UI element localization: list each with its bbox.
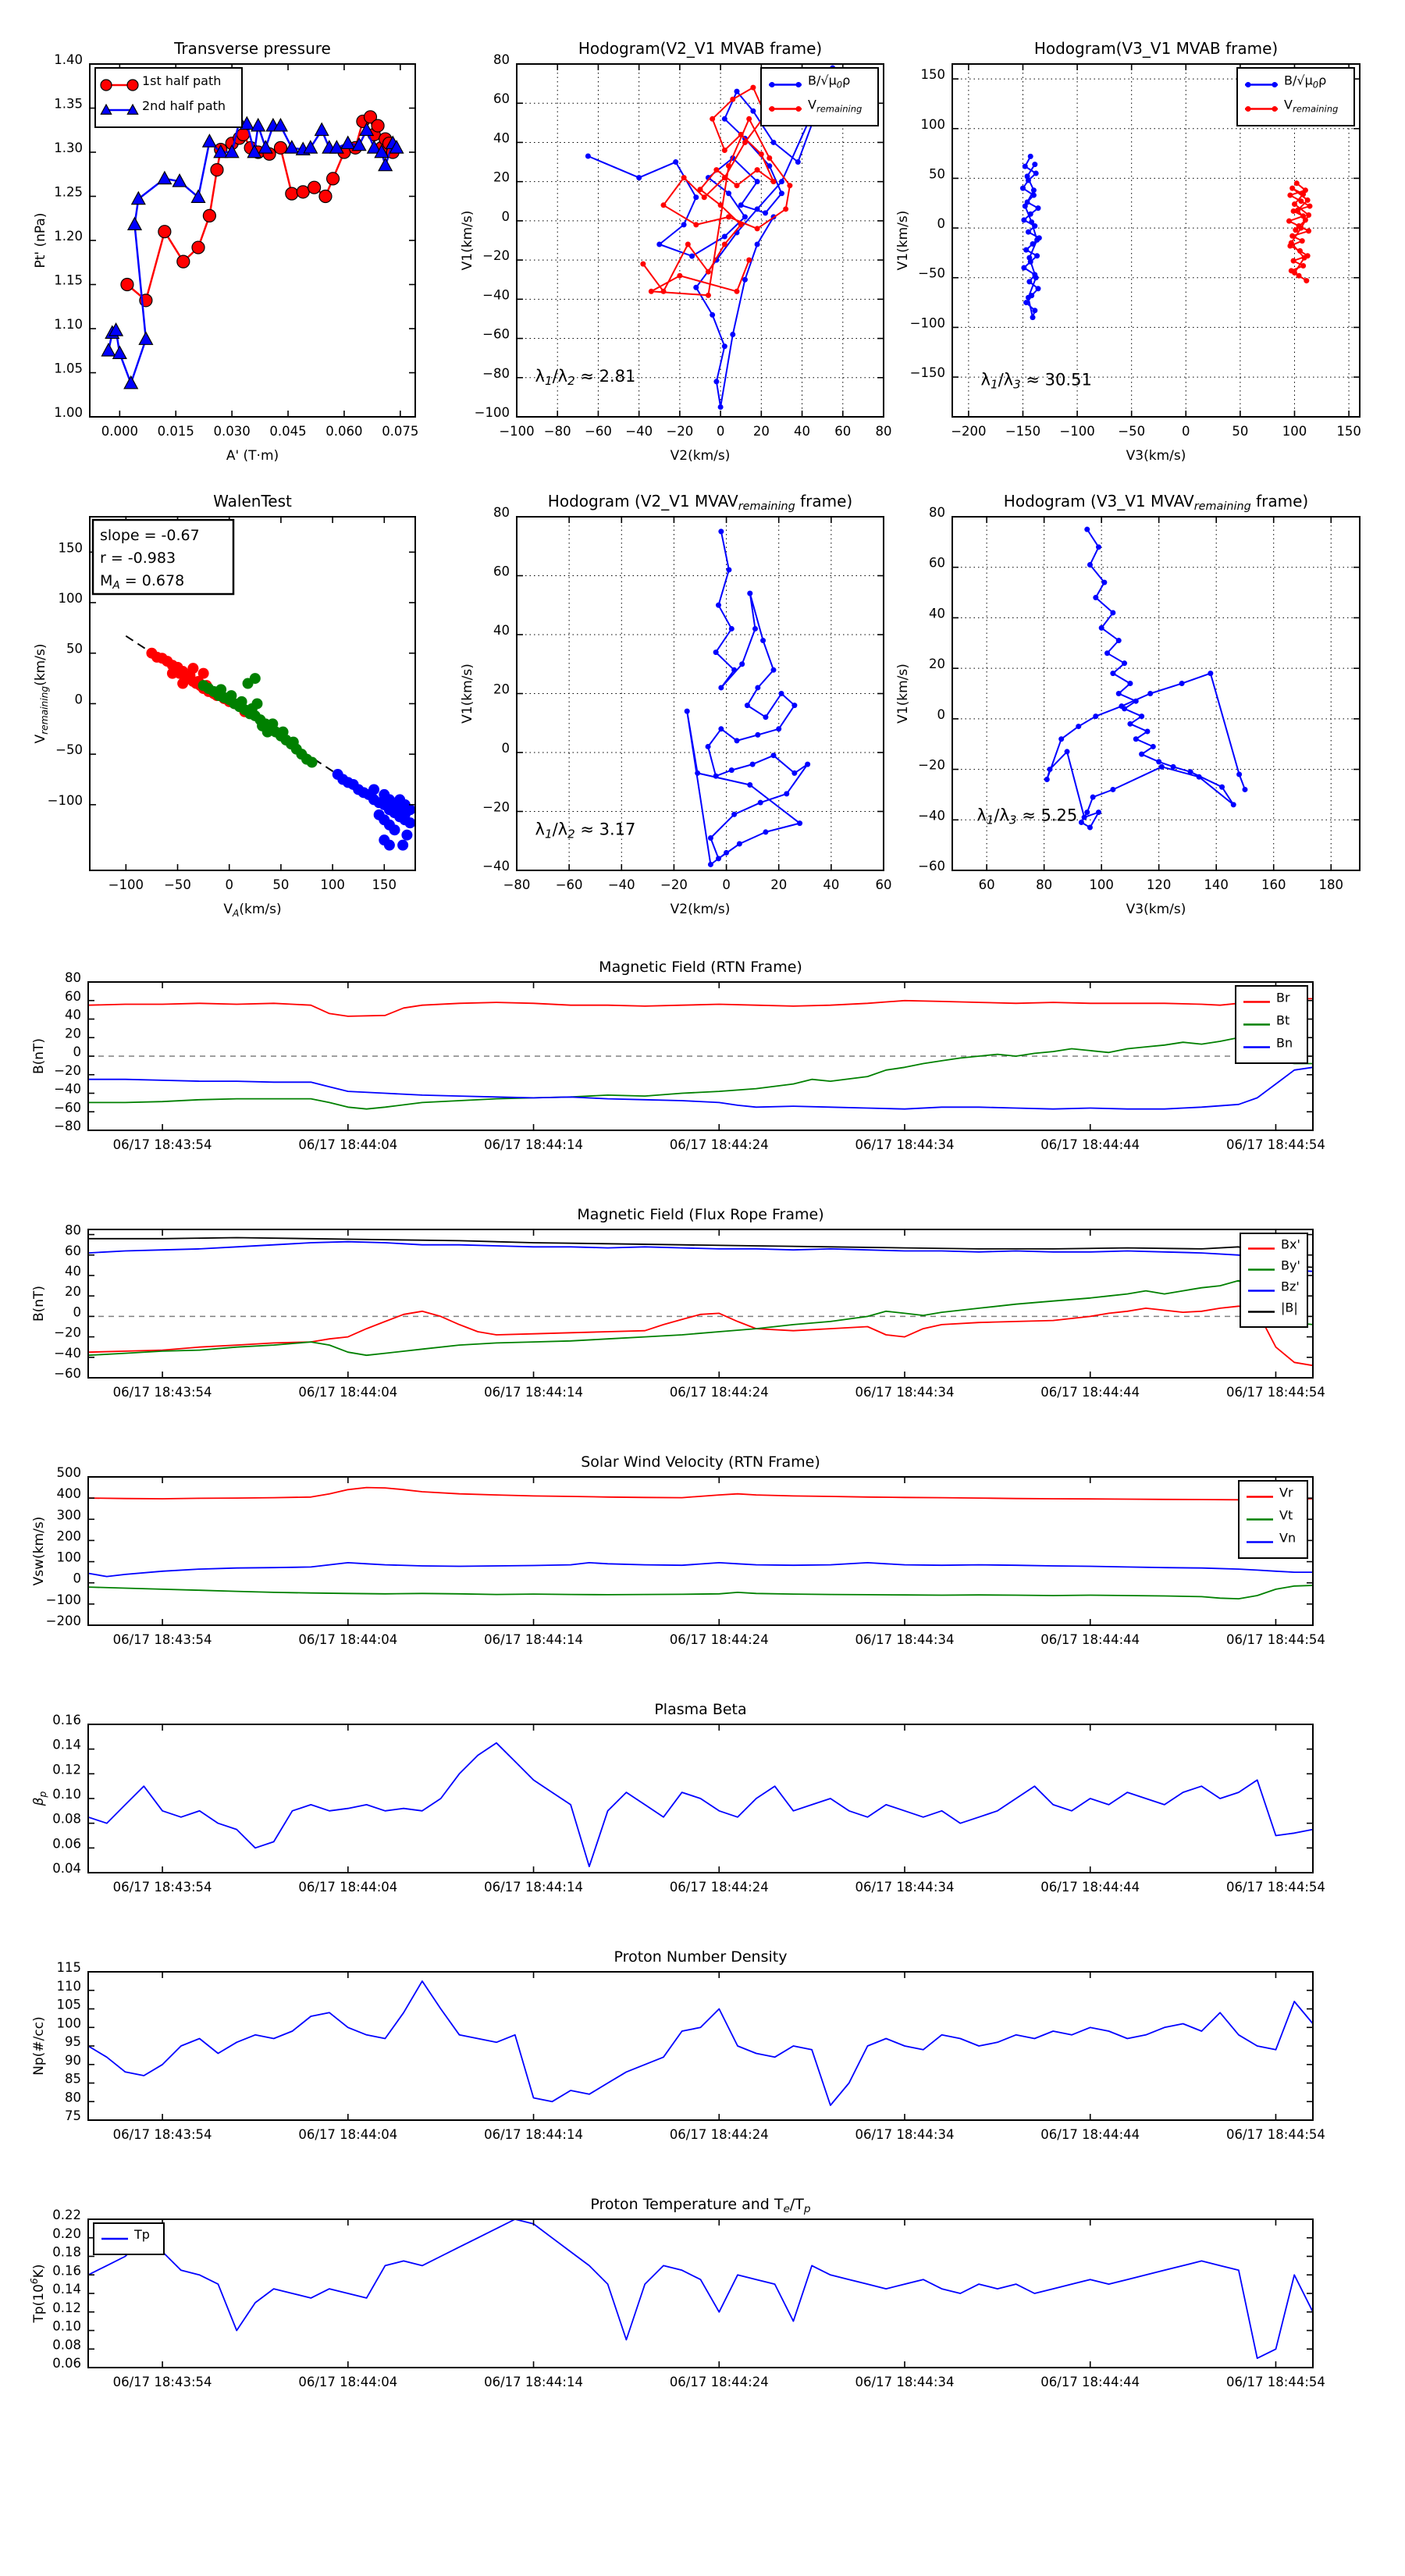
x-tick-label: 0 bbox=[716, 424, 725, 439]
y-tick-label: 0.16 bbox=[52, 1713, 81, 1727]
chart-title: Proton Temperature and $T_e/T_p$ bbox=[590, 2196, 811, 2215]
legend bbox=[1240, 1233, 1307, 1327]
y-tick-label: 200 bbox=[56, 1528, 81, 1544]
x-tick-label: 06/17 18:44:34 bbox=[855, 2375, 955, 2389]
x-tick-label: 06/17 18:43:54 bbox=[112, 2127, 212, 2142]
y-tick-label: 80 bbox=[65, 1222, 81, 1238]
x-tick-label: 0.075 bbox=[382, 424, 419, 439]
series-group bbox=[1044, 527, 1248, 831]
annotation: λ1/λ3 ≈ 5.25 bbox=[976, 806, 1078, 827]
y-tick-label: 80 bbox=[929, 505, 945, 520]
y-tick-label: 0.14 bbox=[52, 1737, 81, 1752]
x-tick-label: 80 bbox=[875, 424, 892, 439]
legend-label: Vn bbox=[1279, 1530, 1297, 1546]
series-Np bbox=[88, 1981, 1313, 2105]
series-Br bbox=[88, 998, 1313, 1016]
y-tick-label: 0 bbox=[501, 208, 510, 224]
x-tick-label: 40 bbox=[823, 877, 840, 892]
x-tick-label: 20 bbox=[770, 877, 788, 892]
series-group bbox=[88, 1981, 1313, 2105]
chart-solar-wind-velocity bbox=[31, 1453, 1325, 1647]
legend-label: Br bbox=[1276, 990, 1290, 1005]
x-tick-label: 0 bbox=[225, 877, 233, 892]
y-tick-label: 60 bbox=[65, 1243, 81, 1258]
y-axis-label: V1(km/s) bbox=[460, 664, 475, 724]
legend-label: 1st half path bbox=[142, 73, 222, 88]
y-tick-label: 1.05 bbox=[54, 361, 83, 376]
y-tick-label: −20 bbox=[54, 1062, 81, 1078]
y-tick-label: −40 bbox=[54, 1081, 81, 1097]
chart-title: Magnetic Field (Flux Rope Frame) bbox=[577, 1206, 824, 1223]
y-tick-label: −40 bbox=[482, 287, 510, 303]
x-axis-label: V2(km/s) bbox=[670, 902, 731, 917]
y-tick-label: 100 bbox=[58, 591, 83, 607]
x-tick-label: 06/17 18:44:04 bbox=[298, 1880, 398, 1895]
stats-line: $M_A = 0.678$ bbox=[100, 572, 185, 592]
y-tick-label: 1.15 bbox=[54, 272, 83, 288]
y-tick-label: −20 bbox=[54, 1325, 81, 1340]
series-2nd half path bbox=[101, 114, 403, 388]
y-tick-label: −100 bbox=[909, 315, 945, 331]
y-tick-label: 0.08 bbox=[52, 2337, 81, 2353]
y-tick-label: −60 bbox=[54, 1100, 81, 1115]
chart-hodogram-v3v1-mvab bbox=[895, 39, 1361, 464]
x-tick-label: 06/17 18:44:54 bbox=[1226, 1385, 1325, 1400]
series-group bbox=[88, 1743, 1313, 1866]
y-tick-label: 90 bbox=[65, 2052, 81, 2068]
x-tick-label: 06/17 18:44:34 bbox=[855, 1385, 955, 1400]
x-tick-label: −50 bbox=[1118, 424, 1146, 439]
x-tick-label: 06/17 18:44:54 bbox=[1226, 1632, 1325, 1647]
y-tick-label: 80 bbox=[493, 505, 510, 520]
x-tick-label: 06/17 18:44:34 bbox=[855, 1632, 955, 1647]
legend bbox=[761, 68, 878, 126]
legend bbox=[1236, 986, 1307, 1063]
y-tick-label: 80 bbox=[65, 2090, 81, 2105]
legend-label: Bx' bbox=[1281, 1236, 1300, 1252]
series-group bbox=[88, 2219, 1313, 2358]
x-tick-label: 06/17 18:44:04 bbox=[298, 1385, 398, 1400]
stats-box bbox=[93, 520, 233, 594]
x-tick-label: 06/17 18:43:54 bbox=[112, 1385, 212, 1400]
x-axis-label: A' (T·m) bbox=[226, 448, 279, 464]
y-tick-label: 60 bbox=[493, 91, 510, 107]
legend-label: Vt bbox=[1279, 1507, 1293, 1523]
y-axis-label: V1(km/s) bbox=[895, 664, 911, 724]
series-second-half bbox=[333, 769, 416, 851]
y-tick-label: 80 bbox=[493, 52, 510, 67]
chart-hodogram-v2v1-mvab bbox=[460, 39, 892, 464]
series-Tp bbox=[88, 2219, 1313, 2358]
x-tick-label: 06/17 18:44:04 bbox=[298, 2127, 398, 2142]
chart-transverse-pressure bbox=[33, 39, 418, 464]
y-tick-label: 60 bbox=[493, 564, 510, 579]
chart-title: WalenTest bbox=[213, 492, 292, 511]
series-group bbox=[685, 528, 810, 867]
chart-title: Hodogram (V2_V1 $MVAV_{remaining}$ frame) bbox=[547, 492, 853, 513]
x-tick-label: −60 bbox=[585, 424, 612, 439]
legend bbox=[95, 68, 242, 127]
x-tick-label: 06/17 18:44:54 bbox=[1226, 1137, 1325, 1152]
y-tick-label: −60 bbox=[54, 1366, 81, 1381]
series-Bx' bbox=[88, 1306, 1313, 1365]
annotation: λ1/λ3 ≈ 30.51 bbox=[980, 370, 1092, 392]
x-tick-label: 06/17 18:43:54 bbox=[112, 1880, 212, 1895]
x-tick-label: 06/17 18:44:44 bbox=[1040, 2127, 1140, 2142]
legend-label: $V_{remaining}$ bbox=[1284, 97, 1339, 115]
chart-hodogram-v2v1-mvav bbox=[460, 492, 892, 917]
y-tick-label: 0.10 bbox=[52, 2318, 81, 2334]
y-tick-label: −20 bbox=[482, 799, 510, 815]
series-|B| bbox=[88, 1238, 1313, 1268]
x-tick-label: 160 bbox=[1261, 877, 1286, 892]
y-tick-label: 1.40 bbox=[54, 52, 83, 67]
x-tick-label: 06/17 18:44:44 bbox=[1040, 1880, 1140, 1895]
x-tick-label: −100 bbox=[499, 424, 535, 439]
y-tick-label: 1.35 bbox=[54, 96, 83, 112]
chart-proton-temperature bbox=[29, 2196, 1325, 2389]
x-tick-label: 06/17 18:44:54 bbox=[1226, 2375, 1325, 2389]
x-tick-label: 20 bbox=[752, 424, 770, 439]
y-tick-label: 100 bbox=[56, 1550, 81, 1565]
y-tick-label: 100 bbox=[920, 116, 945, 132]
y-tick-label: 40 bbox=[929, 606, 945, 621]
x-tick-label: 06/17 18:44:44 bbox=[1040, 1385, 1140, 1400]
series-middle bbox=[198, 673, 318, 767]
y-tick-label: 0 bbox=[937, 216, 945, 232]
ticks bbox=[517, 517, 884, 870]
x-tick-label: 50 bbox=[272, 877, 290, 892]
y-tick-label: 100 bbox=[56, 2016, 81, 2031]
y-tick-label: 1.30 bbox=[54, 141, 83, 155]
y-tick-label: 20 bbox=[65, 1026, 81, 1041]
x-tick-label: 40 bbox=[794, 424, 811, 439]
legend-label: Bt bbox=[1276, 1012, 1290, 1028]
chart-title: Hodogram(V2_V1 MVAB frame) bbox=[578, 39, 823, 58]
y-tick-label: 20 bbox=[493, 681, 510, 697]
grid bbox=[517, 517, 884, 870]
y-tick-label: 0 bbox=[73, 1304, 81, 1320]
legend-label: 2nd half path bbox=[142, 98, 226, 113]
y-tick-label: 0.22 bbox=[52, 2208, 81, 2222]
x-tick-label: 100 bbox=[1282, 424, 1307, 439]
y-tick-label: 40 bbox=[65, 1263, 81, 1279]
x-tick-label: 06/17 18:44:04 bbox=[298, 1632, 398, 1647]
y-tick-label: 0 bbox=[74, 692, 83, 707]
series-group bbox=[88, 1488, 1313, 1599]
y-tick-label: 115 bbox=[56, 1960, 81, 1975]
legend bbox=[1239, 1481, 1307, 1558]
y-tick-label: 1.10 bbox=[54, 317, 83, 332]
y-axis-label: $\beta_p$ bbox=[31, 1791, 48, 1806]
x-tick-label: 100 bbox=[320, 877, 345, 892]
y-tick-label: 0.14 bbox=[52, 2282, 81, 2297]
x-tick-label: −200 bbox=[951, 424, 987, 439]
y-tick-label: 0.08 bbox=[52, 1811, 81, 1827]
series-B bbox=[1044, 527, 1248, 831]
x-tick-label: −50 bbox=[164, 877, 191, 892]
y-tick-label: −20 bbox=[482, 248, 510, 264]
legend-label: Bz' bbox=[1281, 1279, 1300, 1294]
y-tick-label: 0.12 bbox=[52, 2300, 81, 2315]
y-tick-label: 0.12 bbox=[52, 1762, 81, 1777]
series-Vremaining bbox=[1286, 180, 1312, 283]
x-tick-label: 60 bbox=[978, 877, 995, 892]
y-tick-label: 60 bbox=[929, 555, 945, 571]
x-axis-label: $V_A(km/s)$ bbox=[223, 902, 282, 919]
series-Bt bbox=[88, 1037, 1313, 1108]
y-tick-label: 1.20 bbox=[54, 229, 83, 244]
y-tick-label: 40 bbox=[65, 1007, 81, 1023]
chart-title: Hodogram(V3_V1 MVAB frame) bbox=[1033, 39, 1279, 58]
x-tick-label: −80 bbox=[503, 877, 531, 892]
y-tick-label: 75 bbox=[65, 2108, 81, 2123]
legend-label: Vr bbox=[1279, 1485, 1293, 1500]
chart-title: Solar Wind Velocity (RTN Frame) bbox=[581, 1453, 820, 1471]
x-tick-label: −150 bbox=[1005, 424, 1041, 439]
legend-label: Tp bbox=[134, 2227, 150, 2242]
x-tick-label: 06/17 18:44:24 bbox=[669, 2375, 769, 2389]
y-tick-label: 150 bbox=[58, 540, 83, 556]
x-tick-label: −80 bbox=[543, 424, 571, 439]
x-tick-label: 06/17 18:44:34 bbox=[855, 2127, 955, 2142]
series-Vn bbox=[88, 1563, 1313, 1577]
y-tick-label: 20 bbox=[493, 169, 510, 185]
axes-frame bbox=[88, 1972, 1313, 2120]
x-tick-label: 120 bbox=[1146, 877, 1172, 892]
x-tick-label: 0.000 bbox=[101, 424, 138, 439]
y-tick-label: 85 bbox=[65, 2071, 81, 2087]
chart-magnetic-field-fluxrope bbox=[31, 1206, 1325, 1400]
x-tick-label: 06/17 18:44:24 bbox=[669, 1880, 769, 1895]
y-tick-label: 95 bbox=[65, 2034, 81, 2049]
x-tick-label: 06/17 18:43:54 bbox=[112, 1137, 212, 1152]
x-tick-label: −40 bbox=[625, 424, 653, 439]
x-tick-label: 06/17 18:44:44 bbox=[1040, 2375, 1140, 2389]
series-By' bbox=[88, 1281, 1313, 1356]
y-tick-label: 80 bbox=[65, 970, 81, 985]
x-tick-label: 06/17 18:44:24 bbox=[669, 1632, 769, 1647]
x-tick-label: 0.030 bbox=[213, 424, 251, 439]
series-Vt bbox=[88, 1585, 1313, 1599]
x-tick-label: 06/17 18:44:24 bbox=[669, 1137, 769, 1152]
x-tick-label: 06/17 18:44:34 bbox=[855, 1137, 955, 1152]
y-tick-label: 400 bbox=[56, 1486, 81, 1502]
y-tick-label: −80 bbox=[54, 1119, 81, 1133]
y-tick-label: 40 bbox=[493, 623, 510, 638]
x-tick-label: 0.060 bbox=[325, 424, 363, 439]
x-tick-label: 06/17 18:44:14 bbox=[484, 2375, 583, 2389]
x-tick-label: −40 bbox=[607, 877, 635, 892]
axes-frame bbox=[88, 1229, 1313, 1378]
x-tick-label: 06/17 18:44:34 bbox=[855, 1880, 955, 1895]
chart-hodogram-v3v1-mvav bbox=[895, 492, 1360, 917]
legend-label: By' bbox=[1281, 1258, 1300, 1273]
legend-label: Bn bbox=[1276, 1035, 1293, 1051]
y-tick-label: −100 bbox=[47, 792, 83, 808]
chart-magnetic-field-rtn bbox=[31, 959, 1325, 1152]
y-axis-label: V1(km/s) bbox=[460, 210, 475, 271]
y-tick-label: 105 bbox=[56, 1997, 81, 2012]
x-tick-label: 06/17 18:44:24 bbox=[669, 2127, 769, 2142]
x-tick-label: 06/17 18:44:54 bbox=[1226, 2127, 1325, 2142]
ticks bbox=[88, 1229, 1313, 1378]
legend bbox=[94, 2223, 164, 2254]
y-tick-label: 0.06 bbox=[52, 1836, 81, 1852]
y-tick-label: −100 bbox=[474, 405, 510, 420]
series-group bbox=[101, 111, 403, 389]
x-tick-label: 0 bbox=[1182, 424, 1190, 439]
x-tick-label: 60 bbox=[875, 877, 892, 892]
chart-title: Hodogram (V3_V1 $MVAV_{remaining}$ frame) bbox=[1003, 492, 1309, 513]
y-tick-label: 500 bbox=[56, 1465, 81, 1480]
y-tick-label: 0.06 bbox=[52, 2356, 81, 2371]
y-tick-label: −20 bbox=[918, 757, 945, 773]
x-tick-label: 06/17 18:44:14 bbox=[484, 1137, 583, 1152]
chart-proton-number-density bbox=[31, 1948, 1325, 2142]
series-group bbox=[88, 1238, 1313, 1366]
axes-frame bbox=[88, 2219, 1313, 2368]
x-tick-label: 140 bbox=[1204, 877, 1229, 892]
x-tick-label: 06/17 18:44:04 bbox=[298, 2375, 398, 2389]
ticks bbox=[88, 1972, 1313, 2120]
chart-title: Magnetic Field (RTN Frame) bbox=[599, 959, 802, 976]
y-tick-label: 50 bbox=[929, 166, 945, 182]
x-tick-label: −20 bbox=[666, 424, 694, 439]
x-tick-label: 06/17 18:44:44 bbox=[1040, 1632, 1140, 1647]
y-axis-label: Np(#/cc) bbox=[31, 2016, 47, 2076]
y-tick-label: −200 bbox=[45, 1614, 81, 1628]
x-tick-label: 06/17 18:44:04 bbox=[298, 1137, 398, 1152]
y-tick-label: −50 bbox=[918, 265, 945, 281]
y-tick-label: −100 bbox=[45, 1592, 81, 1607]
y-tick-label: 60 bbox=[65, 988, 81, 1004]
y-tick-label: −50 bbox=[55, 742, 83, 758]
series-beta bbox=[88, 1743, 1313, 1866]
y-tick-label: 40 bbox=[493, 130, 510, 146]
x-tick-label: 80 bbox=[1036, 877, 1053, 892]
y-tick-label: 0.20 bbox=[52, 2226, 81, 2241]
y-tick-label: −60 bbox=[482, 326, 510, 342]
series-Vr bbox=[88, 1488, 1313, 1500]
x-tick-label: 06/17 18:44:14 bbox=[484, 1385, 583, 1400]
y-tick-label: −40 bbox=[482, 859, 510, 873]
y-tick-label: 150 bbox=[920, 67, 945, 83]
x-tick-label: 150 bbox=[372, 877, 397, 892]
x-axis-label: V2(km/s) bbox=[670, 448, 731, 464]
series-Bz' bbox=[88, 1242, 1313, 1272]
y-tick-label: 0 bbox=[501, 741, 510, 756]
stats-line: r = -0.983 bbox=[100, 550, 176, 567]
y-axis-label: B(nT) bbox=[31, 1037, 47, 1075]
y-axis-label: B(nT) bbox=[31, 1285, 47, 1322]
y-tick-label: 110 bbox=[56, 1978, 81, 1994]
x-tick-label: 180 bbox=[1318, 877, 1343, 892]
x-tick-label: 100 bbox=[1089, 877, 1114, 892]
y-tick-label: −80 bbox=[482, 365, 510, 381]
x-tick-label: −100 bbox=[108, 877, 144, 892]
y-axis-label: V1(km/s) bbox=[895, 210, 911, 271]
y-tick-label: 0.18 bbox=[52, 2244, 81, 2260]
y-axis-label: Pt' (nPa) bbox=[33, 212, 48, 269]
y-axis-label: $Tp(10^6K)$ bbox=[29, 2264, 47, 2323]
axes-frame bbox=[517, 517, 884, 870]
x-tick-label: 06/17 18:44:44 bbox=[1040, 1137, 1140, 1152]
chart-plasma-beta bbox=[31, 1701, 1325, 1895]
x-axis-label: V3(km/s) bbox=[1126, 448, 1186, 464]
y-tick-label: 300 bbox=[56, 1507, 81, 1523]
legend bbox=[1237, 68, 1354, 126]
chart-title: Proton Number Density bbox=[614, 1948, 788, 1966]
y-axis-label: $V_{remaining}(km/s)$ bbox=[33, 643, 50, 744]
x-tick-label: 150 bbox=[1336, 424, 1361, 439]
series-group bbox=[88, 998, 1313, 1108]
x-tick-label: −100 bbox=[1059, 424, 1095, 439]
y-tick-label: 0 bbox=[937, 706, 945, 722]
series-Bn bbox=[88, 1067, 1313, 1108]
x-tick-label: 60 bbox=[834, 424, 852, 439]
y-tick-label: −40 bbox=[918, 808, 945, 824]
y-tick-label: 1.00 bbox=[54, 405, 83, 420]
series-1st half path bbox=[121, 111, 399, 307]
x-tick-label: 0 bbox=[722, 877, 731, 892]
y-tick-label: 50 bbox=[66, 641, 83, 656]
annotation: λ1/λ2 ≈ 3.17 bbox=[535, 820, 636, 841]
y-axis-label: Vsw(km/s) bbox=[31, 1516, 47, 1586]
y-tick-label: 20 bbox=[65, 1284, 81, 1300]
x-tick-label: 0.015 bbox=[157, 424, 194, 439]
series-group bbox=[126, 636, 415, 851]
ticks bbox=[88, 2219, 1313, 2368]
y-tick-label: 20 bbox=[929, 656, 945, 672]
y-tick-label: −60 bbox=[918, 859, 945, 873]
y-tick-label: 1.25 bbox=[54, 184, 83, 200]
x-tick-label: 06/17 18:44:14 bbox=[484, 1880, 583, 1895]
stats-line: slope = -0.67 bbox=[100, 527, 200, 544]
x-tick-label: 06/17 18:44:24 bbox=[669, 1385, 769, 1400]
y-tick-label: 0 bbox=[73, 1571, 81, 1586]
y-tick-label: 0 bbox=[73, 1044, 81, 1059]
x-tick-label: 06/17 18:44:14 bbox=[484, 1632, 583, 1647]
annotation: λ1/λ2 ≈ 2.81 bbox=[535, 366, 636, 388]
x-tick-label: −60 bbox=[555, 877, 583, 892]
x-tick-label: 50 bbox=[1232, 424, 1249, 439]
x-tick-label: 06/17 18:43:54 bbox=[112, 2375, 212, 2389]
y-tick-label: −40 bbox=[54, 1345, 81, 1361]
series-B bbox=[685, 528, 810, 867]
y-tick-label: 0.10 bbox=[52, 1787, 81, 1802]
x-tick-label: −20 bbox=[660, 877, 688, 892]
chart-walen-test bbox=[33, 492, 415, 919]
x-tick-label: 06/17 18:44:14 bbox=[484, 2127, 583, 2142]
legend-label: $V_{remaining}$ bbox=[808, 97, 863, 115]
x-tick-label: 06/17 18:43:54 bbox=[112, 1632, 212, 1647]
x-axis-label: V3(km/s) bbox=[1126, 902, 1186, 917]
x-tick-label: 06/17 18:44:54 bbox=[1226, 1880, 1325, 1895]
chart-title: Plasma Beta bbox=[654, 1701, 747, 1718]
y-tick-label: −150 bbox=[909, 365, 945, 381]
legend-label: |B| bbox=[1281, 1300, 1298, 1315]
legend-label: $B/√\mu_0\rho$ bbox=[808, 73, 851, 91]
y-tick-label: 0.04 bbox=[52, 1861, 81, 1876]
y-tick-label: 0.16 bbox=[52, 2263, 81, 2279]
x-tick-label: 0.045 bbox=[269, 424, 307, 439]
chart-title: Transverse pressure bbox=[174, 39, 331, 58]
legend-label: $B/√\mu_0\rho$ bbox=[1284, 73, 1327, 91]
